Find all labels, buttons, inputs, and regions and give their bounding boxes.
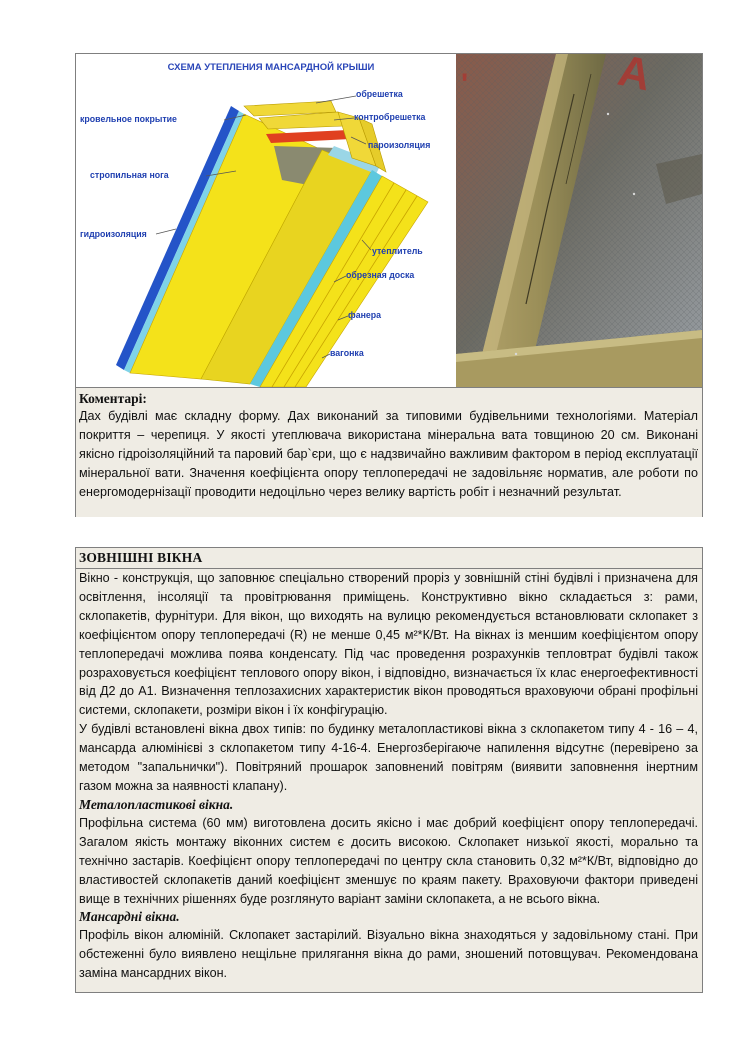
label-edged-board: обрезная доска — [346, 270, 415, 280]
label-vapor-barrier: пароизоляция — [368, 140, 431, 150]
label-lining: вагонка — [330, 348, 364, 358]
metal-plastic-text: Профільна система (60 мм) виготовлена досить якісно і має добрий коефіцієнт опору теплопередачі. Загалом якість монтажу віконних систем є досить високою. Склопакет низької якості, морально та технічно застарів. Коефіцієнт опору теплопередачі по центру скла становить 0,32 м²*К/Вт, відповідно до властивостей склопакетів даний коефіцієнт зменшує по краям пакету. Враховуючи фактори приведені вище в технічних рішеннях буде розглянуто варіант заміни склопакета, а не всього вікна. — [79, 815, 698, 906]
label-obreshetka: обрешетка — [356, 89, 403, 99]
membrane-lettering: A — [613, 54, 656, 101]
roof-diagram-svg — [76, 54, 456, 387]
attic-windows-title: Мансардні вікна. — [79, 909, 180, 925]
roof-insulation-diagram — [76, 54, 457, 387]
windows-section-title: ЗОВНІШНІ ВІКНА — [79, 550, 203, 565]
windows-section-box — [75, 547, 703, 993]
membrane-lettering-left: ' — [461, 68, 469, 101]
metal-plastic-title: Металопластикові вікна. — [79, 796, 234, 812]
diagram-title: СХЕМА УТЕПЛЕНИЯ МАНСАРДНОЙ КРЫШИ — [167, 62, 375, 73]
label-rafter: стропильная нога — [90, 170, 169, 180]
label-roof-covering: кровельное покрытие — [80, 114, 177, 124]
attic-rafter-photo — [456, 54, 702, 387]
comment-title: Коментарі: — [79, 391, 147, 406]
label-waterproofing: гидроизоляция — [80, 229, 147, 239]
attic-photo-svg — [456, 54, 702, 387]
comment-text: Дах будівлі має складну форму. Дах виконаний за типовими будівельними технологіями. Матеріал покриття – черепиця. У якості утеплювача використана мінеральна вата товщиною 20 см. Виконані якісно гідроізоляційний та паровий бар`єри, що є надзвичайно важливим фактором в період експлуатації мінеральної вати. Значення коефіцієнта опору теплопередачі не задовільняє норматив, але роботи по енергомодернізації проводити недоцільно через велику вартість робіт і незначний результат. — [79, 409, 698, 499]
windows-installed-text: У будівлі встановлені вікна двох типів: по будинку металопластикові вікна з склопакетом типу 4 - 16 – 4, мансарда алюмінієві з склопакетом типу 4-16-4. Енергозберігаюче напилення відсутнє (перевірено за методом "запальнички"). Повітряний прошарок заповнений повітрям (виявити заповнення інертним газом можна за наявності клапану). — [79, 722, 698, 793]
label-insulation: утеплитель — [372, 246, 423, 256]
windows-intro-text: Вікно - конструкція, що заповнює спеціально створений проріз у зовнішній стіні будівлі і призначена для освітлення, інсоляції та провітрювання приміщень. Конструктивно вікно складається з: рами, склопакетів, фурнітури. Для вікон, що виходять на вулицю рекомендується встановлювати склопакет з коефіцієнтом опору теплопередачі (R) не менше 0,45 м²*К/Вт. На вікнах із меншим коефіцієнтом опору теплопередачі можлива поява конденсату. Під час проведення розрахунків тепловтрат будівлі також розраховується коефіцієнт теплового опору вікон, і відповідно, визначається їх клас енергоефективності від Д2 до А1. Визначення теплозахисних характеристик вікон проводяться враховуючи обрані профільні системи, склопакети, розміри вікон і їх конфігурацію. — [79, 571, 698, 718]
roof-section-box — [75, 53, 703, 517]
label-kontrobreshetka: контробрешетка — [354, 112, 426, 122]
comment-block — [76, 387, 702, 517]
label-plywood: фанера — [348, 310, 382, 320]
attic-windows-text: Профіль вікон алюміній. Склопакет застарілий. Візуально вікна знаходяться у задовільному стані. При обстеженні було виявлено нещільне прилягання вікна до рами, зношений потовщувач. Рекомендована заміна мансардних вікон. — [79, 928, 698, 981]
